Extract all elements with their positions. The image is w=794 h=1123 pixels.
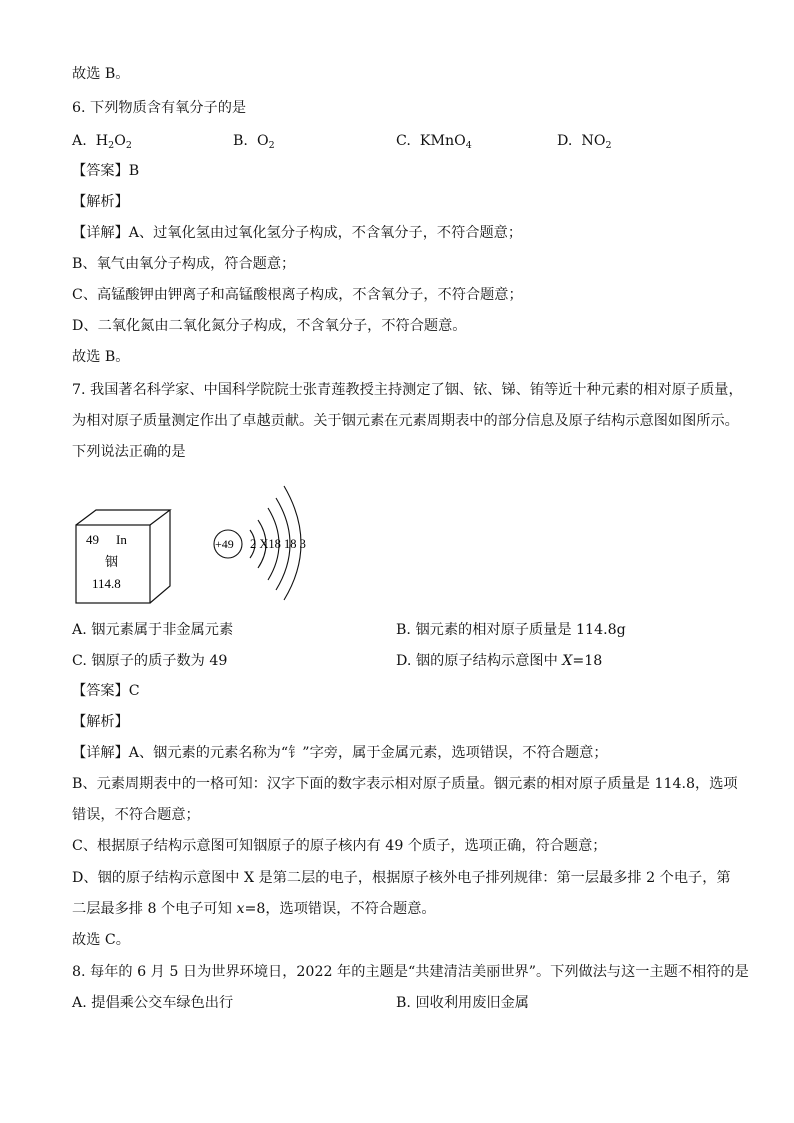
nucleus-charge: +49 [215,537,234,551]
q6-detail-line: B、氧气由氧分子构成，符合题意； [72,256,296,272]
question-8: 8. 每年的 6 月 5 日为世界环境日，2022 年的主题是“共建清洁美丽世界”。下列做法与这一主题不相符的是 [72,964,749,980]
q7-answer: 【答案】C [72,683,140,699]
q7-detail-line: B、元素周期表中的一格可知：汉字下面的数字表示相对原子质量。铟元素的相对原子质量是 114.8，选项 [72,776,738,792]
question-7-line: 为相对原子质量测定作出了卓越贡献。关于铟元素在元素周期表中的部分信息及原子结构示意图如图所示。 [72,413,739,429]
indium-figure [72,478,332,608]
element-cube [76,510,170,603]
q7-detail-line: D、铟的原子结构示意图中 X 是第二层的电子，根据原子核外电子排列规律：第一层最多排 2 个电子，第 [72,870,731,886]
q6-option-d: D. $NO_2$ [557,133,612,151]
element-name: 铟 [105,554,119,569]
question-6: 6. 下列物质含有氧分子的是 [72,100,247,116]
q7-detail-line: 错误，不符合题意； [72,807,200,823]
q6-detail-line: 【详解】A、过氧化氢由过氧化氢分子构成，不含氧分子，不符合题意； [72,225,523,241]
q6-detail-line: C、高锰酸钾由钾离子和高锰酸根离子构成，不含氧分子，不符合题意； [72,287,523,303]
q8-option-b: B. 回收利用废旧金属 [396,995,529,1011]
q7-option-b: B. 铟元素的相对原子质量是 114.8g [396,622,626,638]
q6-detail-line: D、二氧化氮由二氧化氮分子构成，不含氧分子，不符合题意。 [72,318,467,334]
q6-conclusion: 故选 B。 [72,349,130,365]
atom-diagram [214,486,306,600]
q6-option-a: A. $H_2O_2$ [72,133,132,151]
q7-detail-line: 【详解】A、铟元素的元素名称为“钅”字旁，属于金属元素，选项错误，不符合题意； [72,745,608,761]
q7-option-a: A. 铟元素属于非金属元素 [72,622,234,638]
question-7-line: 下列说法正确的是 [72,444,186,460]
q6-option-c: C. KMnO$_4$ [396,133,472,151]
q7-option-c: C. 铟原子的质子数为 49 [72,653,228,669]
q8-option-a: A. 提倡乘公交车绿色出行 [72,995,234,1011]
shell-electrons: 2 X18 18 3 [250,537,306,551]
q6-analysis: 【解析】 [72,194,129,210]
q6-answer: 【答案】B [72,163,140,179]
q7-option-d: D. 铟的原子结构示意图中 X=18 [396,653,603,669]
atomic-mass: 114.8 [92,576,121,591]
q6-option-b: B. $O_2$ [233,133,275,151]
q7-conclusion: 故选 C。 [72,932,130,948]
q7-detail-line: C、根据原子结构示意图可知铟原子的原子核内有 49 个质子，选项正确，符合题意； [72,838,607,854]
question-7-line: 7. 我国著名科学家、中国科学院院士张青莲教授主持测定了铟、铱、锑、铕等近十种元素的相对原子质量， [72,382,743,398]
text-line: 故选 B。 [72,66,130,82]
atomic-number: 49 [86,532,99,547]
element-symbol: In [116,532,127,547]
q7-detail-line: 二层最多排 8 个电子可知 x=8，选项错误，不符合题意。 [72,901,436,917]
q7-analysis: 【解析】 [72,714,129,730]
